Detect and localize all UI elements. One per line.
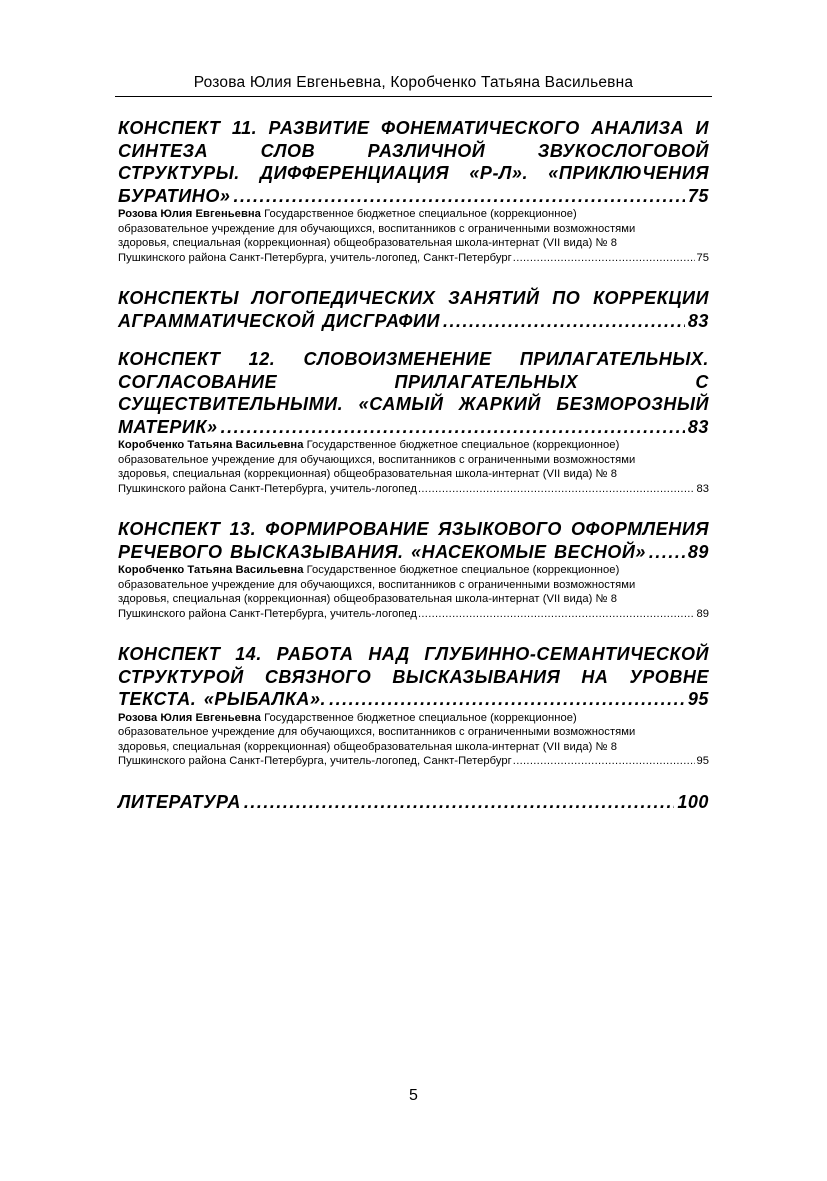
toc-heading-line: КОНСПЕКТ 14. РАБОТА НАД ГЛУБИННО-СЕМАНТИЧЕСКОЙ: [118, 644, 709, 664]
toc-heading-line: СОГЛАСОВАНИЕ ПРИЛАГАТЕЛЬНЫХ С: [118, 371, 709, 392]
toc-heading-line: АГРАММАТИЧЕСКОЙ ДИСГРАФИИ: [118, 310, 440, 331]
running-header: Розова Юлия Евгеньевна, Коробченко Татьяна Васильевна: [193, 74, 634, 91]
toc-heading[interactable]: [118, 518, 709, 563]
org-line: Пушкинского района Санкт-Петербурга, учитель-логопед, Санкт-Петербург: [118, 755, 512, 767]
dot-leader: [418, 482, 695, 497]
toc-page-number: 83: [687, 310, 709, 331]
toc-heading[interactable]: [118, 287, 709, 332]
dot-leader: [244, 791, 674, 814]
toc-page-number: 83: [687, 416, 709, 437]
toc-subentry[interactable]: [118, 438, 709, 496]
dot-leader: [221, 416, 685, 439]
toc-entry-12[interactable]: [118, 348, 709, 496]
org-line: Пушкинского района Санкт-Петербурга, учитель-логопед, Санкт-Петербург: [118, 251, 512, 264]
toc-sub-page-number: 75: [696, 251, 709, 264]
org-line: здоровья, специальная (коррекционная) общеобразовательная школа-интернат (VII вида) № 8: [118, 468, 618, 480]
toc-heading-line: СИНТЕЗА СЛОВ РАЗЛИЧНОЙ ЗВУКОСЛОГОВОЙ: [118, 140, 709, 161]
dot-leader: [513, 251, 696, 266]
toc-entry-13[interactable]: [118, 518, 709, 621]
toc-heading[interactable]: [118, 643, 709, 711]
toc-heading-line: КОНСПЕКТ 11. РАЗВИТИЕ ФОНЕМАТИЧЕСКОГО АНАЛИЗА И: [118, 118, 709, 138]
toc-sub-page-number: 95: [696, 755, 709, 767]
toc-page-number: 89: [687, 541, 709, 562]
author-name: Коробченко Татьяна Васильевна: [118, 564, 304, 576]
dot-leader: [513, 754, 696, 769]
author-name: Коробченко Татьяна Васильевна: [118, 439, 304, 451]
org-line: образовательное учреждение для обучающихся, воспитанников с ограниченными возможностями: [118, 578, 636, 591]
toc-entry-14[interactable]: [118, 643, 709, 769]
org-line: здоровья, специальная (коррекционная) общеобразовательная школа-интернат (VII вида) № 8: [118, 593, 618, 605]
dot-leader: [649, 541, 685, 564]
toc-entry-agrammatic[interactable]: [118, 287, 709, 332]
org-line: Государственное бюджетное специальное (коррекционное): [264, 208, 577, 220]
org-line: здоровья, специальная (коррекционная) общеобразовательная школа-интернат (VII вида) № 8: [118, 237, 618, 249]
table-of-contents: [118, 117, 709, 835]
toc-heading-line: КОНСПЕКТ 13. ФОРМИРОВАНИЕ ЯЗЫКОВОГО ОФОРМЛЕНИЯ: [118, 519, 709, 539]
org-line: образовательное учреждение для обучающихся, воспитанников с ограниченными возможностями: [118, 453, 636, 466]
toc-heading-line: ЛИТЕРАТУРА: [118, 791, 241, 812]
toc-sub-page-number: 89: [696, 607, 709, 620]
toc-page-number: 75: [687, 185, 709, 206]
toc-page-number: 100: [677, 791, 709, 812]
org-line: образовательное учреждение для обучающихся, воспитанников с ограниченными возможностями: [118, 726, 636, 738]
org-line: Государственное бюджетное специальное (коррекционное): [264, 711, 577, 724]
toc-subentry[interactable]: [118, 563, 709, 621]
dot-leader: [329, 688, 685, 711]
toc-heading-line: ТЕКСТА. «РЫБАЛКА».: [118, 689, 327, 709]
toc-sub-page-number: 83: [696, 482, 709, 495]
dot-leader: [418, 607, 695, 622]
toc-entry-literature[interactable]: [118, 791, 709, 814]
dot-leader: [443, 310, 685, 333]
toc-heading-line: СТРУКТУРОЙ СВЯЗНОГО ВЫСКАЗЫВАНИЯ НА УРОВНЕ: [118, 666, 709, 687]
author-name: Розова Юлия Евгеньевна: [118, 711, 261, 724]
toc-heading-line: БУРАТИНО»: [118, 185, 231, 206]
header-divider: [115, 96, 712, 97]
page-number: 5: [409, 1087, 418, 1104]
toc-heading-line: КОНСПЕКТЫ ЛОГОПЕДИЧЕСКИХ ЗАНЯТИЙ ПО КОРРЕКЦИИ: [118, 288, 709, 308]
toc-subentry[interactable]: [118, 711, 709, 769]
toc-entry-11[interactable]: [118, 117, 709, 265]
org-line: Государственное бюджетное специальное (коррекционное): [306, 439, 620, 451]
toc-heading[interactable]: [118, 791, 709, 814]
author-name: Розова Юлия Евгеньевна: [118, 208, 261, 220]
toc-heading[interactable]: [118, 117, 709, 207]
org-line: Государственное бюджетное специальное (коррекционное): [306, 564, 620, 576]
org-line: Пушкинского района Санкт-Петербурга, учитель-логопед: [118, 607, 417, 620]
toc-heading-line: СУЩЕСТВИТЕЛЬНЫМИ. «САМЫЙ ЖАРКИЙ БЕЗМОРОЗНЫЙ: [118, 394, 709, 414]
dot-leader: [233, 185, 684, 208]
toc-page-number: 95: [687, 689, 709, 709]
toc-heading[interactable]: [118, 348, 709, 438]
org-line: образовательное учреждение для обучающихся, воспитанников с ограниченными возможностями: [118, 222, 636, 235]
toc-heading-line: КОНСПЕКТ 12. СЛОВОИЗМЕНЕНИЕ ПРИЛАГАТЕЛЬНЫХ.: [118, 349, 709, 369]
org-line: здоровья, специальная (коррекционная) общеобразовательная школа-интернат (VII вида) № 8: [118, 740, 618, 753]
toc-heading-line: РЕЧЕВОГО ВЫСКАЗЫВАНИЯ. «НАСЕКОМЫЕ ВЕСНОЙ»: [118, 541, 646, 562]
toc-subentry[interactable]: [118, 207, 709, 265]
toc-heading-line: СТРУКТУРЫ. ДИФФЕРЕНЦИАЦИЯ «Р-Л». «ПРИКЛЮЧЕНИЯ: [118, 163, 709, 183]
toc-heading-line: МАТЕРИК»: [118, 416, 218, 437]
org-line: Пушкинского района Санкт-Петербурга, учитель-логопед: [118, 482, 417, 495]
